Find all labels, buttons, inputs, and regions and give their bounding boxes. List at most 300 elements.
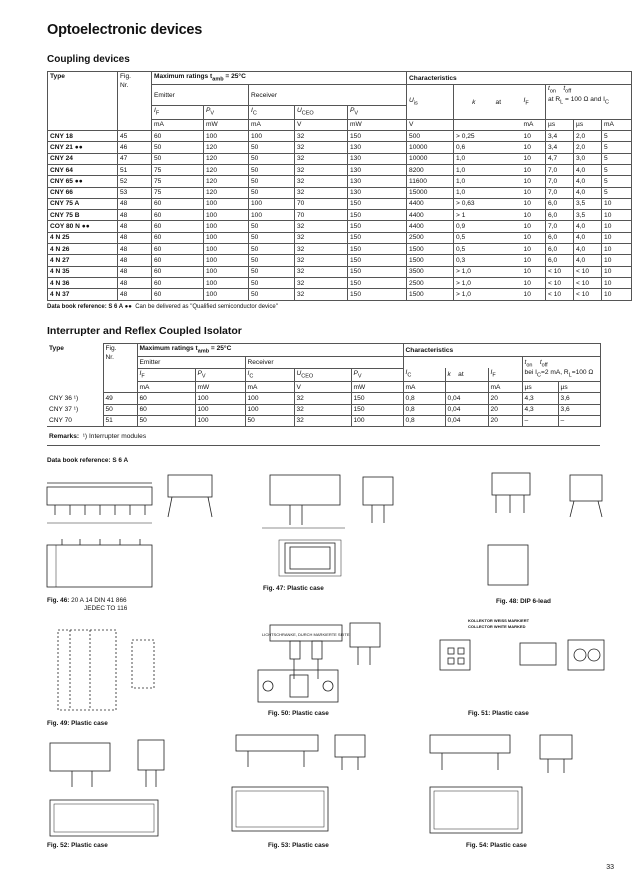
table-cell: 10: [602, 277, 632, 288]
table-cell: 50: [152, 153, 204, 164]
table-cell: 150: [348, 255, 407, 266]
table-cell: 48: [118, 289, 152, 300]
table-cell: 8200: [407, 164, 454, 175]
fig51-note-1: KOLLEKTOR WEISS MARKIERT: [468, 618, 530, 623]
table-cell: 48: [118, 221, 152, 232]
coupling-table: [47, 71, 632, 301]
table-cell: 10000: [407, 153, 454, 164]
table-cell: 48: [118, 244, 152, 255]
table-cell: 2,0: [574, 131, 602, 142]
sym-ic: $I_C$: [245, 368, 294, 381]
table-cell: 10: [522, 289, 546, 300]
table-cell: 10: [522, 131, 546, 142]
table-cell: 48: [118, 266, 152, 277]
cell-type: CNY 75 B: [48, 210, 118, 221]
fig54-drawing: [430, 735, 572, 833]
table-cell: < 10: [546, 266, 574, 277]
table-cell: 60: [152, 255, 204, 266]
table-cell: 6,0: [546, 244, 574, 255]
fig53-caption: Fig. 53: Plastic case: [268, 842, 329, 849]
cell-type: CNY 66: [48, 187, 118, 198]
table-cell: 46: [118, 142, 152, 153]
table-cell: 10: [602, 289, 632, 300]
table-cell: 3,4: [546, 131, 574, 142]
cell-type: 4 N 36: [48, 277, 118, 288]
table-cell: 4,0: [574, 221, 602, 232]
table-cell: 5: [602, 131, 632, 142]
table-cell: < 10: [574, 266, 602, 277]
col-fig: Fig. Nr.: [103, 344, 137, 393]
switching-times-header: $t_{on}$ $t_{off}$ at $R_L = 100$ Ω and $I_C$: [546, 85, 632, 106]
table-cell: 50: [249, 244, 295, 255]
table-cell: 1500: [407, 289, 454, 300]
table-cell: 3500: [407, 266, 454, 277]
table-cell: 50: [245, 415, 294, 426]
fig50-lettering: LICHTSCHRANKE, DURCH MARKIERTE SEITE: [262, 632, 350, 637]
sym-pv2: $P_V$: [351, 368, 403, 381]
table-cell: 130: [348, 164, 407, 175]
table-cell: 32: [295, 289, 348, 300]
fig47-caption: Fig. 47: Plastic case: [263, 585, 324, 592]
table-cell: > 0,25: [454, 131, 494, 142]
table-row: [48, 210, 632, 221]
table-cell: 150: [348, 198, 407, 209]
fig46-drawing: [47, 475, 212, 587]
table-cell: 50: [249, 187, 295, 198]
table-cell: 10: [602, 244, 632, 255]
unit: mA: [488, 381, 522, 392]
table-cell: 4,7: [546, 153, 574, 164]
table-cell-gap: [494, 198, 522, 209]
table-cell: 32: [295, 221, 348, 232]
page-title: Optoelectronic devices: [47, 22, 203, 38]
maximum-ratings-header: Maximum ratings $t_{amb} = 25^\circ C$: [137, 344, 403, 357]
interrupter-table-body: [47, 393, 600, 427]
table-cell: 1,0: [454, 176, 494, 187]
sym-pv: $P_V$: [204, 106, 249, 119]
table-cell-gap: [494, 153, 522, 164]
emitter-header: Emitter: [152, 85, 249, 106]
unit: V: [295, 119, 348, 130]
table-cell: 20: [488, 404, 522, 415]
table-cell-gap: [494, 164, 522, 175]
table-cell: 60: [152, 198, 204, 209]
cell-type: 4 N 27: [48, 255, 118, 266]
table-cell: 32: [295, 131, 348, 142]
fig48-caption: Fig. 48: DIP 6-lead: [496, 598, 551, 605]
table-cell: 5: [602, 187, 632, 198]
unit: µs: [522, 381, 558, 392]
table-row: [48, 142, 632, 153]
table-cell: > 1,0: [454, 266, 494, 277]
table-cell: 0,5: [454, 244, 494, 255]
table-row: [47, 404, 600, 415]
table-cell: 4,3: [522, 404, 558, 415]
table-cell: 32: [295, 277, 348, 288]
col-type: Type: [48, 72, 118, 131]
table-cell: 75: [152, 176, 204, 187]
table-cell: 3,0: [574, 153, 602, 164]
cell-type: CNY 75 A: [48, 198, 118, 209]
table-cell: 1500: [407, 244, 454, 255]
table-cell: 50: [249, 255, 295, 266]
table-cell-gap: [494, 244, 522, 255]
table-row: [48, 176, 632, 187]
table-cell: 100: [204, 255, 249, 266]
characteristics-header: Characteristics: [407, 72, 632, 85]
table-cell: 150: [348, 244, 407, 255]
fig50-caption: Fig. 50: Plastic case: [268, 710, 329, 717]
table-row: [48, 277, 632, 288]
sym-k-at: k at: [445, 368, 488, 381]
sym-uceo: $U_{CEO}$: [294, 368, 351, 381]
table-cell: 10: [522, 153, 546, 164]
table-cell: 50: [249, 289, 295, 300]
table-cell: 10000: [407, 142, 454, 153]
unit: µs: [574, 119, 602, 130]
unit: V: [407, 119, 454, 130]
table-cell: 100: [195, 393, 245, 404]
table-cell: 3,5: [574, 210, 602, 221]
unit: mW: [348, 119, 407, 130]
table-cell: 10: [522, 142, 546, 153]
table-cell: 53: [118, 187, 152, 198]
table-cell: 48: [118, 255, 152, 266]
remarks-row: Remarks: ¹) Interrupter modules: [47, 427, 600, 446]
cell-type: 4 N 37: [48, 289, 118, 300]
unit: [494, 119, 522, 130]
unit: V: [294, 381, 351, 392]
table-cell: 50: [249, 164, 295, 175]
sym-if: $I_F$: [137, 368, 195, 381]
cell-type: 4 N 26: [48, 244, 118, 255]
unit: mA: [245, 381, 294, 392]
table-cell: 60: [152, 289, 204, 300]
table-cell: 70: [295, 198, 348, 209]
sym-uceo: $U_{CEO}$: [295, 106, 348, 119]
receiver-header: Receiver: [245, 357, 403, 368]
table-cell: 130: [348, 142, 407, 153]
table-cell: > 0,63: [454, 198, 494, 209]
table-cell: 51: [118, 164, 152, 175]
table-cell: 51: [103, 415, 137, 426]
table-cell-gap: [494, 266, 522, 277]
table-cell-gap: [494, 131, 522, 142]
table-cell: 10: [522, 266, 546, 277]
unit: [445, 381, 488, 392]
table-cell: 10: [602, 232, 632, 243]
table-cell: 5: [602, 142, 632, 153]
table-cell: 6,0: [546, 232, 574, 243]
table-cell: 3,6: [558, 393, 600, 404]
table-cell: 4,0: [574, 164, 602, 175]
fig46-caption-2: JEDEC TO 116: [84, 605, 128, 612]
fig47-drawing: [262, 475, 393, 576]
table-cell: 100: [204, 131, 249, 142]
cell-type: 4 N 25: [48, 232, 118, 243]
table-cell: 150: [348, 277, 407, 288]
unit: mA: [152, 119, 204, 130]
table-cell: 150: [348, 289, 407, 300]
table-cell: 100: [351, 415, 403, 426]
table-cell: 48: [118, 277, 152, 288]
table-cell: 0,04: [445, 415, 488, 426]
table-cell-gap: [494, 255, 522, 266]
table-cell: 150: [351, 404, 403, 415]
unit: mA: [602, 119, 632, 130]
table-cell: 60: [152, 131, 204, 142]
table-row: [48, 232, 632, 243]
table-cell: 6,0: [546, 198, 574, 209]
table-cell: > 1: [454, 210, 494, 221]
coupling-reference: Data book reference: S 6 A ●● Can be delivered as "Qualified semiconductor device": [47, 304, 278, 310]
package-drawings: [0, 465, 640, 855]
table-cell: 50: [103, 404, 137, 415]
table-cell: 0,04: [445, 404, 488, 415]
table-cell: 60: [152, 221, 204, 232]
table-cell: 10: [602, 266, 632, 277]
table-cell: 75: [152, 164, 204, 175]
sym-if: $I_F$: [152, 106, 204, 119]
unit: mA: [137, 381, 195, 392]
table-cell: 1,0: [454, 153, 494, 164]
table-cell: 100: [249, 210, 295, 221]
table-cell: 100: [245, 393, 294, 404]
table-cell: 4,0: [574, 187, 602, 198]
table-cell: 32: [295, 266, 348, 277]
table-cell: 10: [522, 164, 546, 175]
table-cell: 120: [204, 142, 249, 153]
characteristics-header: Characteristics: [403, 344, 600, 357]
table-cell-gap: [494, 187, 522, 198]
table-cell: 0,6: [454, 142, 494, 153]
table-cell: 6,0: [546, 255, 574, 266]
table-cell: 10: [602, 198, 632, 209]
table-cell-gap: [494, 221, 522, 232]
table-cell: 10: [522, 221, 546, 232]
table-cell-gap: [494, 277, 522, 288]
cell-type: CNY 18: [48, 131, 118, 142]
unit: mW: [195, 381, 245, 392]
table-cell: 32: [295, 164, 348, 175]
table-cell: 5: [602, 164, 632, 175]
table-cell: 7,0: [546, 176, 574, 187]
table-row: [48, 221, 632, 232]
maximum-ratings-header: Maximum ratings $t_{amb} = 25^\circ C$: [152, 72, 407, 85]
table-cell: 100: [204, 198, 249, 209]
table-cell: 150: [348, 210, 407, 221]
table-cell-gap: [494, 210, 522, 221]
table-cell: < 10: [574, 289, 602, 300]
table-row: [48, 255, 632, 266]
table-cell: 10: [602, 210, 632, 221]
table-cell: 60: [152, 277, 204, 288]
table-cell: 4,0: [574, 244, 602, 255]
table-cell: 120: [204, 187, 249, 198]
table-row: [48, 289, 632, 300]
interrupter-heading: Interrupter and Reflex Coupled Isolator: [47, 325, 242, 337]
table-cell: 130: [348, 187, 407, 198]
emitter-header: Emitter: [137, 357, 245, 368]
unit: mW: [204, 119, 249, 130]
fig52-caption: Fig. 52: Plastic case: [47, 842, 108, 849]
unit: mA: [522, 119, 546, 130]
table-cell: 4,0: [574, 176, 602, 187]
table-cell: 100: [204, 210, 249, 221]
fig51-caption: Fig. 51: Plastic case: [468, 710, 529, 717]
table-cell: 60: [152, 244, 204, 255]
table-cell: 7,0: [546, 221, 574, 232]
table-cell: 32: [295, 142, 348, 153]
table-cell: 0,8: [403, 415, 445, 426]
fig49-drawing: [58, 630, 154, 710]
table-cell: 150: [348, 232, 407, 243]
table-cell: 1500: [407, 255, 454, 266]
table-cell: 4400: [407, 210, 454, 221]
fig49-caption: Fig. 49: Plastic case: [47, 720, 108, 727]
table-cell: 10: [522, 210, 546, 221]
cell-type: CNY 37 ¹): [49, 406, 79, 414]
sym-ic2: $I_C$: [403, 368, 445, 381]
table-cell: 60: [137, 404, 195, 415]
table-cell: 100: [249, 131, 295, 142]
sym-uis: $U_{is}$: [407, 85, 454, 119]
table-row: [48, 164, 632, 175]
fig51-note-2: COLLECTOR WHITE MARKED: [468, 624, 526, 629]
table-cell: 60: [152, 266, 204, 277]
table-cell: 50: [249, 221, 295, 232]
table-cell: > 1,0: [454, 277, 494, 288]
table-row: [47, 393, 600, 404]
table-cell: 50: [249, 153, 295, 164]
table-cell: > 1,0: [454, 289, 494, 300]
table-cell: 100: [204, 221, 249, 232]
sym-pv: $P_V$: [195, 368, 245, 381]
unit: [454, 119, 494, 130]
table-cell: 32: [295, 232, 348, 243]
table-cell: 4,0: [574, 232, 602, 243]
unit: mA: [403, 381, 445, 392]
table-cell: 0,9: [454, 221, 494, 232]
fig46-caption: Fig. 46: 20 A 14 DIN 41 866: [47, 597, 127, 604]
switching-times-header: $t_{on}$ $t_{off}$ bei $I_C=2$ mA, $R_L=100$ Ω: [522, 357, 600, 382]
table-cell: 5: [602, 153, 632, 164]
fig52-drawing: [50, 740, 164, 836]
table-cell: 47: [118, 153, 152, 164]
table-cell: 10: [522, 277, 546, 288]
table-cell: 100: [204, 266, 249, 277]
fig53-drawing: [232, 735, 365, 831]
unit: µs: [558, 381, 600, 392]
table-cell: 10: [522, 244, 546, 255]
fig51-drawing: [440, 640, 604, 670]
table-cell: 48: [118, 198, 152, 209]
cell-type: CNY 21 ●●: [48, 142, 118, 153]
table-cell: 100: [195, 404, 245, 415]
table-row: [48, 198, 632, 209]
table-cell-gap: [494, 142, 522, 153]
table-row: [48, 153, 632, 164]
table-cell: 150: [351, 393, 403, 404]
table-cell: 0,5: [454, 232, 494, 243]
table-cell: 52: [118, 176, 152, 187]
table-cell: 32: [295, 187, 348, 198]
table-cell: 10: [522, 187, 546, 198]
table-cell: 32: [294, 415, 351, 426]
cell-type: CNY 24: [48, 153, 118, 164]
table-cell: 130: [348, 153, 407, 164]
table-cell: 20: [488, 393, 522, 404]
table-cell: 20: [488, 415, 522, 426]
table-cell: 4,3: [522, 393, 558, 404]
table-cell: 45: [118, 131, 152, 142]
cell-type: CNY 65 ●●: [48, 176, 118, 187]
table-cell: 100: [204, 244, 249, 255]
table-cell: 50: [249, 266, 295, 277]
table-cell: 4,0: [574, 255, 602, 266]
table-cell: 120: [204, 153, 249, 164]
table-row: [48, 244, 632, 255]
table-cell: 150: [348, 221, 407, 232]
table-cell: 2,0: [574, 142, 602, 153]
table-cell: 10: [602, 255, 632, 266]
interrupter-table: [47, 343, 601, 446]
table-cell: 100: [245, 404, 294, 415]
table-cell: 0,04: [445, 393, 488, 404]
table-cell-gap: [494, 176, 522, 187]
table-cell: 2500: [407, 277, 454, 288]
table-cell: 48: [118, 232, 152, 243]
sym-at: at: [494, 85, 522, 119]
table-row: [47, 415, 600, 426]
table-cell: 100: [249, 198, 295, 209]
table-cell: 1,0: [454, 187, 494, 198]
fig54-caption: Fig. 54: Plastic case: [466, 842, 527, 849]
table-cell: 0,8: [403, 404, 445, 415]
table-cell: 50: [152, 142, 204, 153]
table-cell: < 10: [546, 289, 574, 300]
table-cell: 120: [204, 164, 249, 175]
table-cell: 32: [295, 153, 348, 164]
table-cell: 10: [522, 198, 546, 209]
table-cell: 1,0: [454, 164, 494, 175]
table-cell: 7,0: [546, 164, 574, 175]
table-cell: 32: [295, 255, 348, 266]
interrupter-reference: Data book reference: S 6 A: [47, 457, 129, 464]
table-cell: < 10: [574, 277, 602, 288]
table-cell: 0,8: [403, 393, 445, 404]
table-cell: 100: [195, 415, 245, 426]
table-cell: 50: [249, 277, 295, 288]
table-cell: 150: [348, 131, 407, 142]
table-cell: 2500: [407, 232, 454, 243]
table-cell: < 10: [546, 277, 574, 288]
page-number: 33: [606, 864, 614, 871]
table-cell: 4400: [407, 198, 454, 209]
unit: mA: [249, 119, 295, 130]
table-cell: –: [522, 415, 558, 426]
table-cell: 50: [249, 176, 295, 187]
col-fig: Fig. Nr.: [118, 72, 152, 131]
table-row: [48, 131, 632, 142]
table-cell: 48: [118, 210, 152, 221]
table-cell: 15000: [407, 187, 454, 198]
sym-k: k: [454, 85, 494, 119]
table-cell: 4400: [407, 221, 454, 232]
table-cell: 50: [249, 232, 295, 243]
cell-type: 4 N 35: [48, 266, 118, 277]
cell-type: CNY 36 ¹): [49, 394, 79, 402]
